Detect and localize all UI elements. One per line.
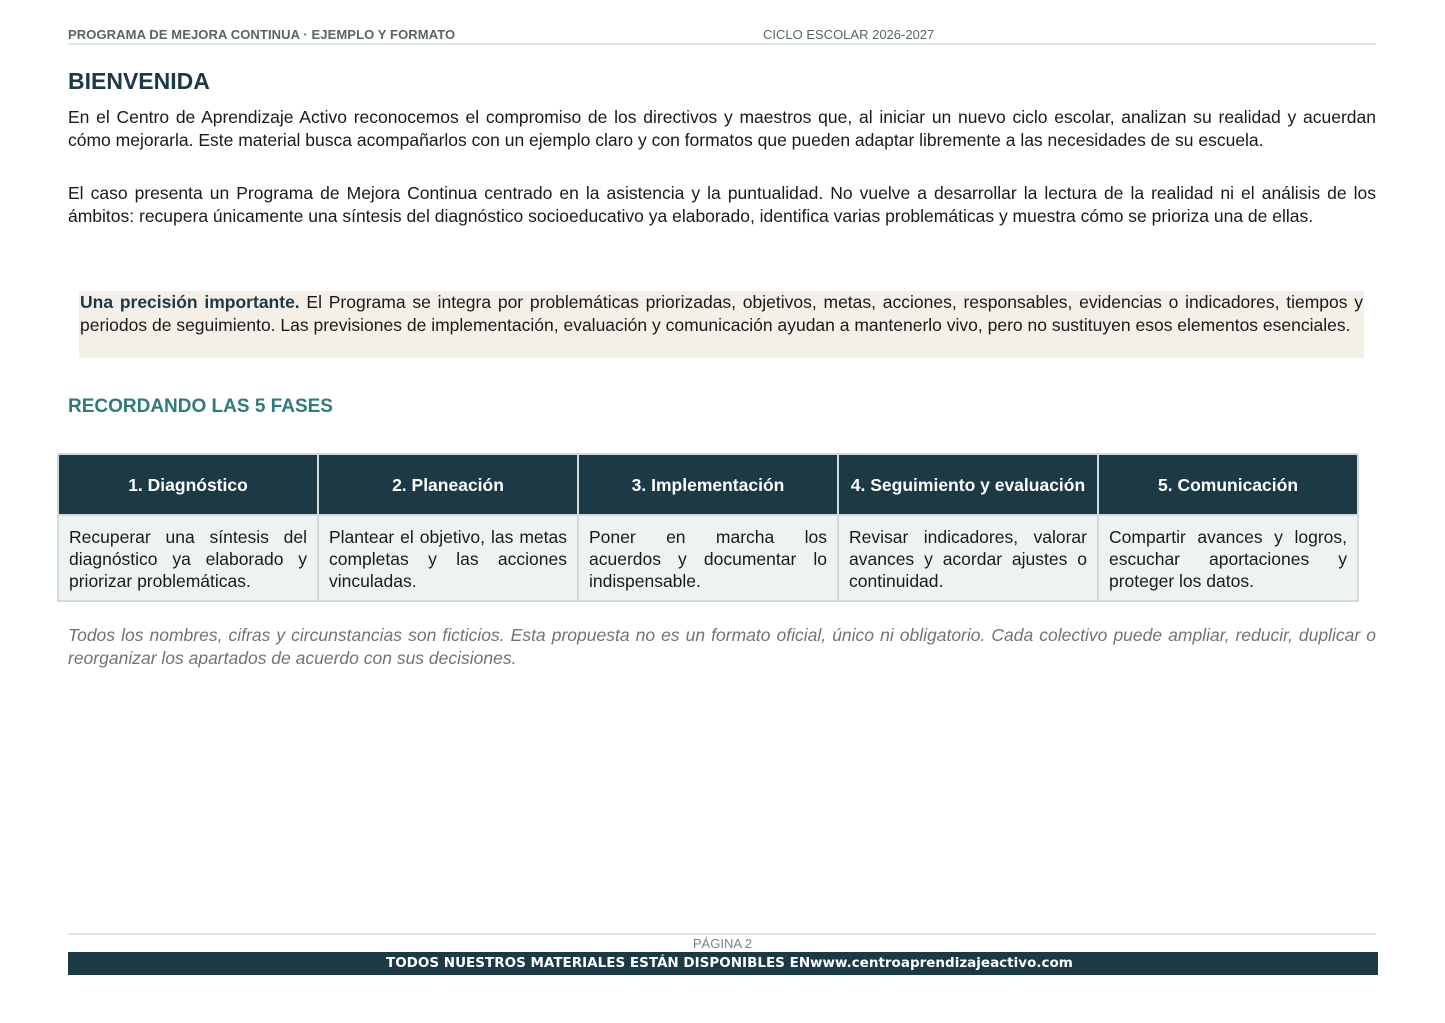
welcome-paragraph-1: En el Centro de Aprendizaje Activo reconocemos el compromiso de los directivos y maestros que, al iniciar un nuevo ciclo escolar, analizan su realidad y acuerdan cómo mejorarla. Este material busca acompañarlos con un ejemplo claro y con formatos que pueden adaptar libremente a las necesidades de su escuela. <box>68 107 1376 150</box>
disclaimer-text: Todos los nombres, cifras y circunstancias son ficticios. Esta propuesta no es un formato oficial, único ni obligatorio. Cada colectivo puede ampliar, reducir, duplicar o reorganizar los apartados de acuerdo con sus decisiones. <box>68 625 1376 668</box>
footer-website-link[interactable]: www.centroaprendizajeactivo.com <box>810 955 1073 971</box>
page-header <box>68 26 1376 45</box>
phase-heading: 5. Comunicación <box>1098 454 1358 515</box>
important-note-box <box>79 291 1364 358</box>
footer-banner <box>68 952 1378 975</box>
phase-heading: 1. Diagnóstico <box>58 454 318 515</box>
note-text: El Programa se integra por problemáticas priorizadas, objetivos, metas, acciones, responsables, evidencias o indicadores, tiempos y periodos de seguimiento. Las previsiones de implementación, evaluación y comunicación ayudan a mantenerlo vivo, pero no sustituyen esos elementos esenciales. <box>80 292 1364 335</box>
phase-description: Revisar indicadores, valorar avances y acordar ajustes o continuidad. <box>838 515 1098 601</box>
note-lead: Una precisión importante. <box>80 292 300 312</box>
phase-description: Poner en marcha los acuerdos y documentar lo indispensable. <box>578 515 838 601</box>
phases-section-title: RECORDANDO LAS 5 FASES <box>68 396 333 417</box>
page-number: PÁGINA 2 <box>692 936 753 951</box>
phase-heading: 4. Seguimiento y evaluación <box>838 454 1098 515</box>
header-school-year: CICLO ESCOLAR 2026-2027 <box>763 27 935 42</box>
phases-header-row <box>58 454 1358 515</box>
phase-description: Recuperar una síntesis del diagnóstico ya elaborado y priorizar problemáticas. <box>58 515 318 601</box>
footer-divider <box>68 933 1376 935</box>
header-program-title: PROGRAMA DE MEJORA CONTINUA · EJEMPLO Y FORMATO <box>68 27 456 42</box>
phases-table <box>57 453 1359 602</box>
phase-heading: 3. Implementación <box>578 454 838 515</box>
welcome-paragraph-2: El caso presenta un Programa de Mejora Continua centrado en la asistencia y la puntualidad. No vuelve a desarrollar la lectura de la realidad ni el análisis de los ámbitos: recupera únicamente una síntesis del diagnóstico socioeducativo ya elaborado, identifica varias problemáticas y muestra cómo se prioriza una de ellas. <box>68 183 1376 226</box>
phase-description: Compartir avances y logros, escuchar aportaciones y proteger los datos. <box>1098 515 1358 601</box>
welcome-title: BIENVENIDA <box>68 68 210 94</box>
phase-heading: 2. Planeación <box>318 454 578 515</box>
phases-description-row <box>58 515 1358 601</box>
footer-banner-text: TODOS NUESTROS MATERIALES ESTÁN DISPONIBLES EN <box>386 955 811 971</box>
phase-description: Plantear el objetivo, las metas completas y las acciones vinculadas. <box>318 515 578 601</box>
